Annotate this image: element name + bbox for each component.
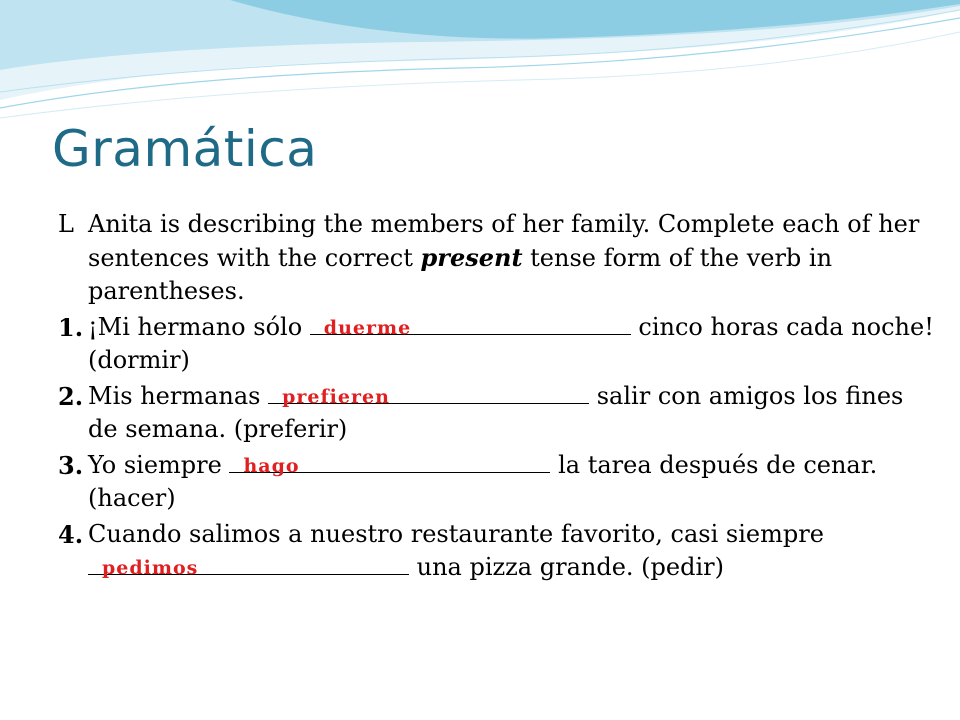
exercise-item-1 bbox=[58, 311, 938, 377]
answer-blank bbox=[229, 450, 550, 477]
answer-text: duerme bbox=[323, 317, 412, 339]
answer-blank bbox=[268, 381, 589, 408]
slide-title: Gramática bbox=[52, 120, 318, 178]
instruction-item bbox=[58, 208, 938, 308]
answer-text: pedimos bbox=[102, 557, 199, 579]
answer-blank bbox=[310, 312, 631, 339]
exercise-item-2 bbox=[58, 380, 938, 446]
instruction-text: Anita is describing the members of her family. Complete each of her sentences with the correct present tense form of the verb in parentheses. bbox=[88, 210, 920, 305]
instruction-marker: L bbox=[58, 210, 74, 238]
exercise-item-3 bbox=[58, 449, 938, 515]
item-number: 2. bbox=[58, 382, 84, 411]
item-sentence: Cuando salimos a nuestro restaurante favorito, casi siempre pedimos una pizza grande. (pedir) bbox=[88, 520, 824, 581]
item-sentence: ¡Mi hermano sólo duerme cinco horas cada noche! (dormir) bbox=[88, 313, 934, 374]
answer-text: hago bbox=[243, 455, 300, 477]
answer-text: prefieren bbox=[282, 386, 390, 408]
answer-blank bbox=[88, 552, 409, 579]
exercise-item-4 bbox=[58, 518, 938, 584]
item-sentence: Mis hermanas prefieren salir con amigos los fines de semana. (preferir) bbox=[88, 382, 904, 443]
item-number: 4. bbox=[58, 520, 84, 549]
item-number: 3. bbox=[58, 451, 84, 480]
exercise-content bbox=[58, 208, 938, 587]
present-emphasis: present bbox=[420, 243, 523, 272]
header-wave-decoration bbox=[0, 0, 960, 130]
item-sentence: Yo siempre hago la tarea después de cenar. (hacer) bbox=[88, 451, 878, 512]
item-number: 1. bbox=[58, 313, 84, 342]
